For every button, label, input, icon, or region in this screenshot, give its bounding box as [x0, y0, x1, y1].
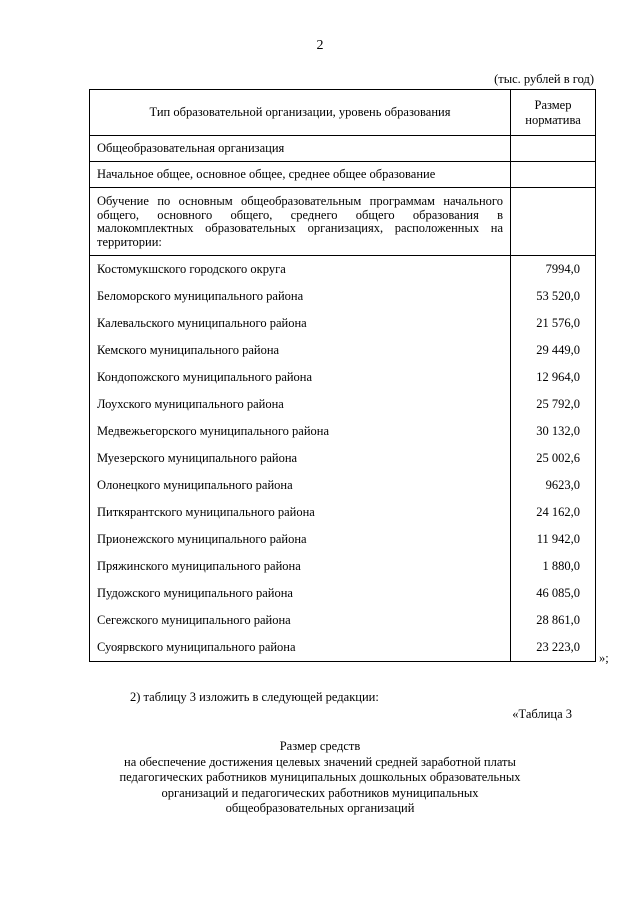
table-row: [90, 283, 596, 310]
table-row: [90, 634, 596, 662]
table-row: [90, 256, 596, 284]
entry-name: Суоярвского муниципального района: [90, 634, 511, 662]
entry-value: 23 223,0: [511, 634, 596, 662]
entry-name: Лоухского муниципального района: [90, 391, 511, 418]
table-entries: [90, 256, 596, 662]
entry-value: 11 942,0: [511, 526, 596, 553]
table-row: [90, 580, 596, 607]
table-label: «Таблица 3: [512, 707, 572, 721]
amendment-paragraph: 2) таблицу 3 изложить в следующей редакции:: [130, 690, 379, 704]
table-row-organization: [90, 136, 596, 162]
entry-value: 29 449,0: [511, 337, 596, 364]
title-line: Размер средств: [279, 739, 361, 753]
entry-value: 30 132,0: [511, 418, 596, 445]
table-row-description: [90, 188, 596, 256]
units-note: (тыс. рублей в год): [494, 72, 594, 86]
table-row: [90, 337, 596, 364]
row-education-level-label: Начальное общее, основное общее, среднее общее образование: [90, 162, 511, 188]
header-norm-line2: норматива: [525, 112, 581, 127]
entry-name: Олонецкого муниципального района: [90, 472, 511, 499]
entry-name: Кемского муниципального района: [90, 337, 511, 364]
entry-name: Калевальского муниципального района: [90, 310, 511, 337]
row-organization-value: [511, 136, 596, 162]
header-norm: [511, 90, 596, 136]
close-quote: »;: [599, 651, 609, 665]
title-line: организаций и педагогических работников муниципальных: [161, 785, 479, 800]
table-header-row: [90, 90, 596, 136]
row-description-text: Обучение по основным общеобразовательным программам начального общего, основного общего, среднего общего образования в малокомплектных образовательных организациях, расположенных на территории:: [90, 188, 511, 256]
entry-name: Костомукшского городского округа: [90, 256, 511, 284]
entry-name: Питкярантского муниципального района: [90, 499, 511, 526]
table-row: [90, 472, 596, 499]
table-row: [90, 526, 596, 553]
table-row-education-level: [90, 162, 596, 188]
entry-value: 24 162,0: [511, 499, 596, 526]
table-row: [90, 445, 596, 472]
title-line: педагогических работников муниципальных дошкольных образовательных: [119, 770, 521, 784]
table-row: [90, 310, 596, 337]
entry-value: 9623,0: [511, 472, 596, 499]
entry-value: 25 002,6: [511, 445, 596, 472]
entry-name: Беломорского муниципального района: [90, 283, 511, 310]
table-row: [90, 553, 596, 580]
table-row: [90, 499, 596, 526]
entry-value: 46 085,0: [511, 580, 596, 607]
table-row: [90, 364, 596, 391]
row-description-value: [511, 188, 596, 256]
header-type: Тип образовательной организации, уровень образования: [90, 90, 511, 136]
entry-name: Сегежского муниципального района: [90, 607, 511, 634]
page-number: 2: [316, 38, 324, 53]
entry-value: 53 520,0: [511, 283, 596, 310]
entry-name: Медвежьегорского муниципального района: [90, 418, 511, 445]
header-norm-line1: Размер: [534, 97, 572, 112]
entry-value: 25 792,0: [511, 391, 596, 418]
table-title: [0, 739, 640, 817]
entry-name: Муезерского муниципального района: [90, 445, 511, 472]
table-row: [90, 391, 596, 418]
entry-name: Прионежского муниципального района: [90, 526, 511, 553]
row-education-level-value: [511, 162, 596, 188]
entry-value: 7994,0: [511, 256, 596, 284]
table-row: [90, 418, 596, 445]
title-line: на обеспечение достижения целевых значений средней заработной платы: [124, 754, 516, 769]
entry-name: Кондопожского муниципального района: [90, 364, 511, 391]
entry-value: 1 880,0: [511, 553, 596, 580]
row-organization-label: Общеобразовательная организация: [90, 136, 511, 162]
entry-value: 28 861,0: [511, 607, 596, 634]
norms-table: [89, 89, 596, 662]
entry-value: 21 576,0: [511, 310, 596, 337]
title-line: общеобразовательных организаций: [225, 801, 415, 815]
entry-value: 12 964,0: [511, 364, 596, 391]
table-row: [90, 607, 596, 634]
entry-name: Пряжинского муниципального района: [90, 553, 511, 580]
entry-name: Пудожского муниципального района: [90, 580, 511, 607]
